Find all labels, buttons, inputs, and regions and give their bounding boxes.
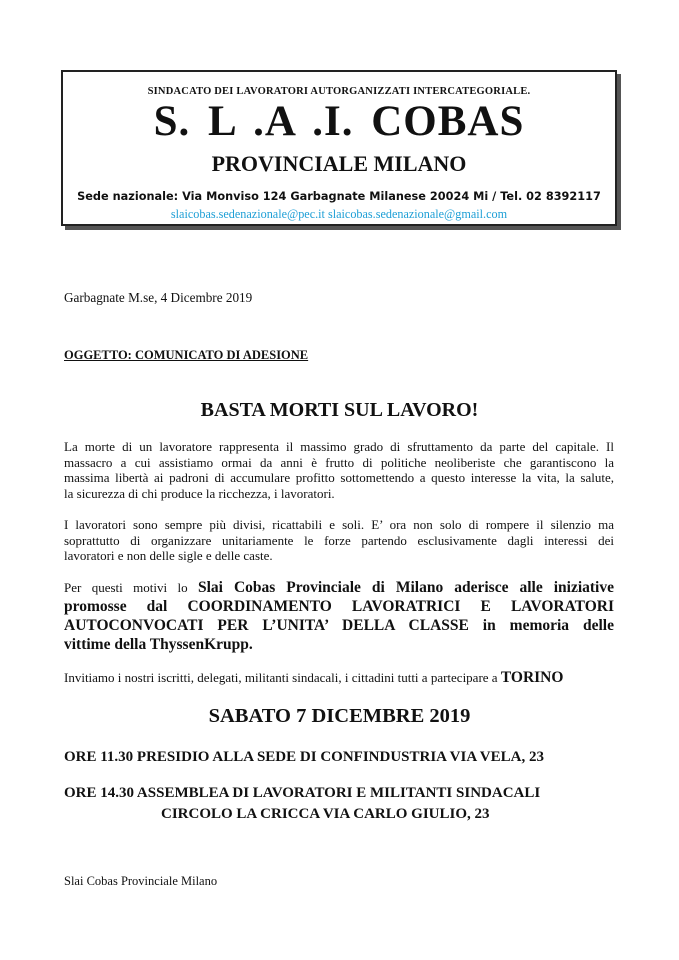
paragraph-1-line: massima libertà ai padroni di accumulare profitto sottomettendo a questo interesse la vita, la salute, [64,470,614,485]
union-full-name: SINDACATO DEI LAVORATORI AUTORGANIZZATI INTERCATEGORIALE. [147,86,531,97]
paragraph-1-line: massacro a cui assistiamo ormai da anni è frutto di politiche neoliberiste che garantiscono la [64,454,614,470]
subject-line: OGGETTO: COMUNICATO DI ADESIONE [64,348,309,362]
paragraph-3 [64,578,614,654]
paragraph-3-bold: promosse dal COORDINAMENTO LAVORATRICI E LAVORATORI [64,598,614,615]
headline: BASTA MORTI SUL LAVORO! [200,399,479,421]
paragraph-1-line: la sicurezza di chi produce la ricchezza, i lavoratori. [64,485,335,501]
paragraph-1 [64,439,614,501]
invitation-city: TORINO [500,669,564,686]
paragraph-3-line [64,616,614,635]
paragraph-3-intro: Per questi motivi lo [64,580,198,595]
signature: Slai Cobas Provinciale Milano [64,874,218,888]
paragraph-3-bold: Slai Cobas Provinciale di Milano aderisce alle iniziative [197,579,614,596]
union-acronym: S. L .A .I. COBAS [153,98,525,145]
paragraph-2-line: lavoratori e non delle sigle e delle caste. [64,548,273,563]
event-assembly-location: CIRCOLO LA CRICCA VIA CARLO GIULIO, 23 [161,806,490,822]
paragraph-3-line [64,597,614,616]
paragraph-3-bold: AUTOCONVOCATI PER L’UNITA’ DELLA CLASSE in memoria delle [64,617,614,634]
paragraph-3-line [64,635,614,654]
paragraph-3-bold: vittime della ThyssenKrupp. [64,636,253,653]
paragraph-2 [64,517,614,564]
paragraph-1-line: La morte di un lavoratore rappresenta il massimo grado di sfruttamento da parte del capitale. Il [64,439,614,454]
paragraph-3-line [64,578,614,597]
place-date: Garbagnate M.se, 4 Dicembre 2019 [64,290,253,305]
invitation [64,670,614,686]
union-province: PROVINCIALE MILANO [211,151,467,176]
letterhead-box [61,70,617,226]
paragraph-2-line: soprattutto di organizzare unitariamente le forze partendo esclusivamente dagli interessi dei [64,532,614,548]
event-presidio: ORE 11.30 PRESIDIO ALLA SEDE DI CONFINDUSTRIA VIA VELA, 23 [64,749,544,765]
paragraph-2-line: I lavoratori sono sempre più divisi, ricattabili e soli. E’ ora non solo di rompere il silenzio ma [64,517,614,532]
invitation-text: Invitiamo i nostri iscritti, delegati, militanti sindacali, i cittadini tutti a partecipare a [64,670,501,685]
headquarters-address: Sede nazionale: Via Monviso 124 Garbagnate Milanese 20024 Mi / Tel. 02 8392117 [77,190,601,203]
event-date: SABATO 7 DICEMBRE 2019 [208,705,471,727]
event-assembly: ORE 14.30 ASSEMBLEA DI LAVORATORI E MILITANTI SINDACALI [64,785,541,801]
contact-emails[interactable]: slaicobas.sedenazionale@pec.it slaicobas.sedenazionale@gmail.com [170,207,508,221]
